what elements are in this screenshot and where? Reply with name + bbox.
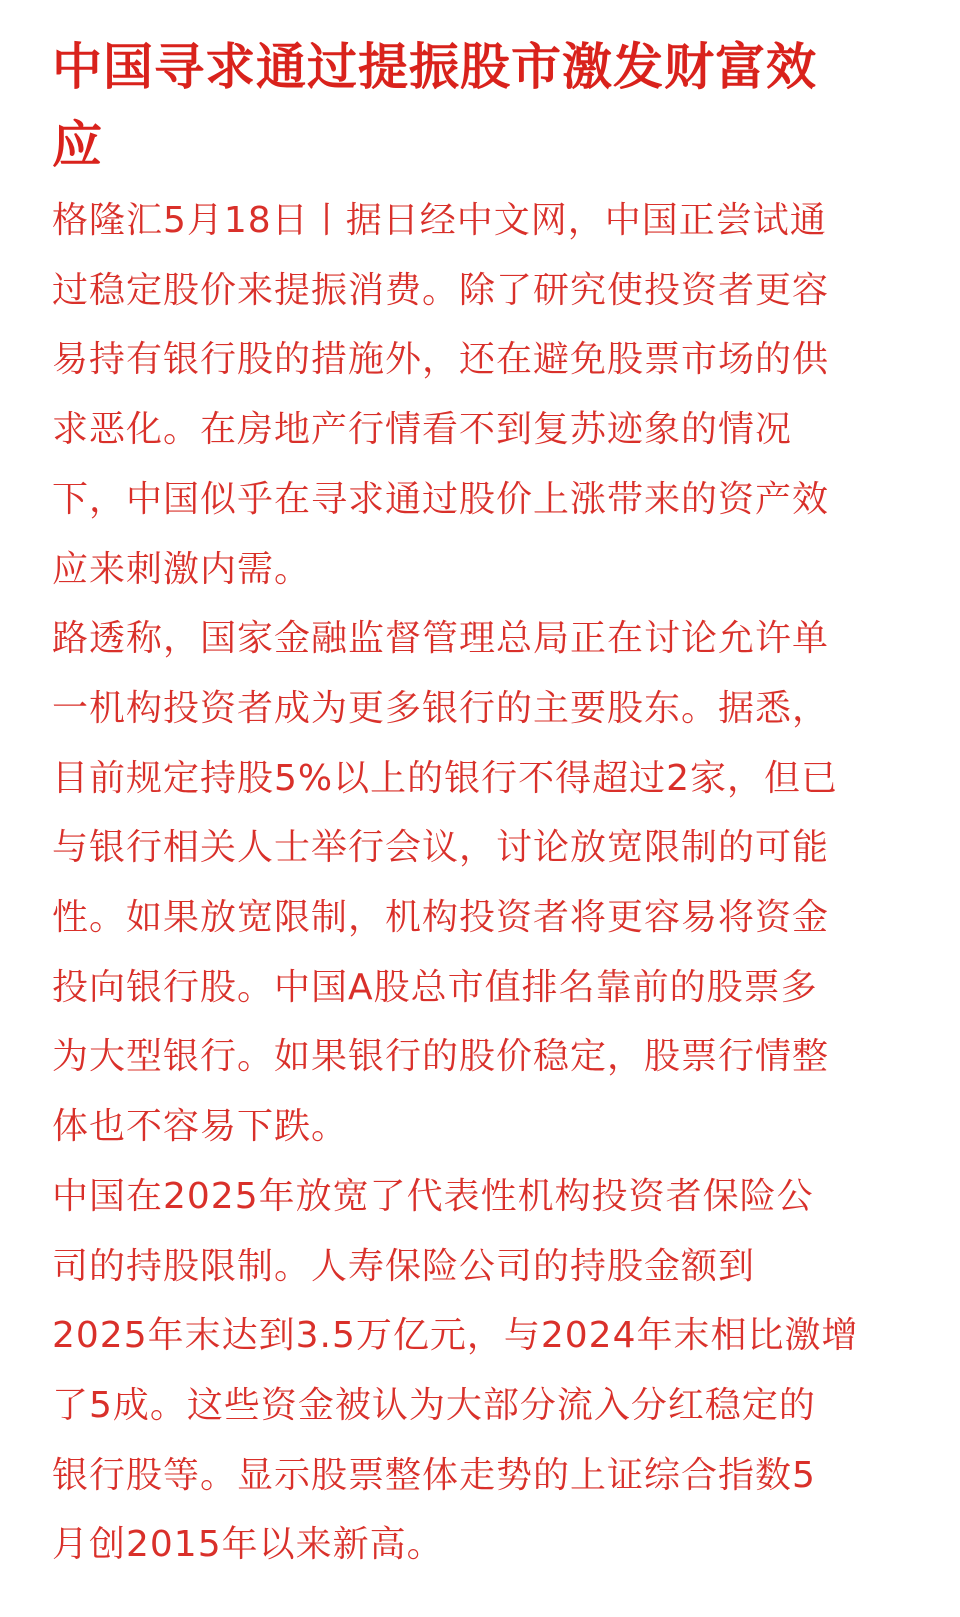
- paragraph-1: [52, 186, 920, 604]
- paragraph-line: 了5成。这些资金被认为大部分流入分红稳定的: [52, 1384, 816, 1426]
- paragraph-line: 与银行相关人士举行会议，讨论放宽限制的可能: [52, 827, 830, 869]
- paragraph-line: 路透称，国家金融监督管理总局正在讨论允许单: [52, 618, 830, 660]
- title-line: 应: [52, 116, 103, 174]
- paragraph-line: 月创2015年以来新高。: [52, 1524, 444, 1566]
- paragraph-line: 易持有银行股的措施外，还在避免股票市场的供: [52, 339, 830, 381]
- paragraph-line: 性。如果放宽限制，机构投资者将更容易将资金: [52, 897, 830, 939]
- paragraph-line: 应来刺激内需。: [52, 548, 312, 590]
- title-line: 中国寻求通过提振股市激发财富效: [52, 38, 817, 96]
- paragraph-2: [52, 604, 920, 1162]
- paragraph-line: 求恶化。在房地产行情看不到复苏迹象的情况: [52, 409, 793, 451]
- paragraph-3: [52, 1162, 920, 1580]
- article-title: [52, 28, 920, 184]
- paragraph-line: 银行股等。显示股票整体走势的上证综合指数5: [52, 1454, 816, 1496]
- paragraph-line: 下，中国似乎在寻求通过股价上涨带来的资产效: [52, 478, 830, 520]
- paragraph-line: 格隆汇5月18日丨据日经中文网，中国正尝试通: [52, 200, 827, 241]
- paragraph-line: 一机构投资者成为更多银行的主要股东。据悉，: [52, 687, 830, 729]
- paragraph-line: 为大型银行。如果银行的股价稳定，股票行情整: [52, 1036, 830, 1078]
- paragraph-line: 2025年末达到3.5万亿元，与2024年末相比激增: [52, 1315, 859, 1357]
- paragraph-line: 过稳定股价来提振消费。除了研究使投资者更容: [52, 269, 830, 311]
- paragraph-line: 目前规定持股5%以上的银行不得超过2家，但已: [52, 757, 839, 799]
- paragraph-line: 中国在2025年放宽了代表性机构投资者保险公: [52, 1175, 814, 1217]
- paragraph-line: 司的持股限制。人寿保险公司的持股金额到: [52, 1245, 756, 1287]
- paragraph-line: 投向银行股。中国A股总市值排名靠前的股票多: [52, 966, 818, 1008]
- paragraph-line: 体也不容易下跌。: [52, 1106, 349, 1148]
